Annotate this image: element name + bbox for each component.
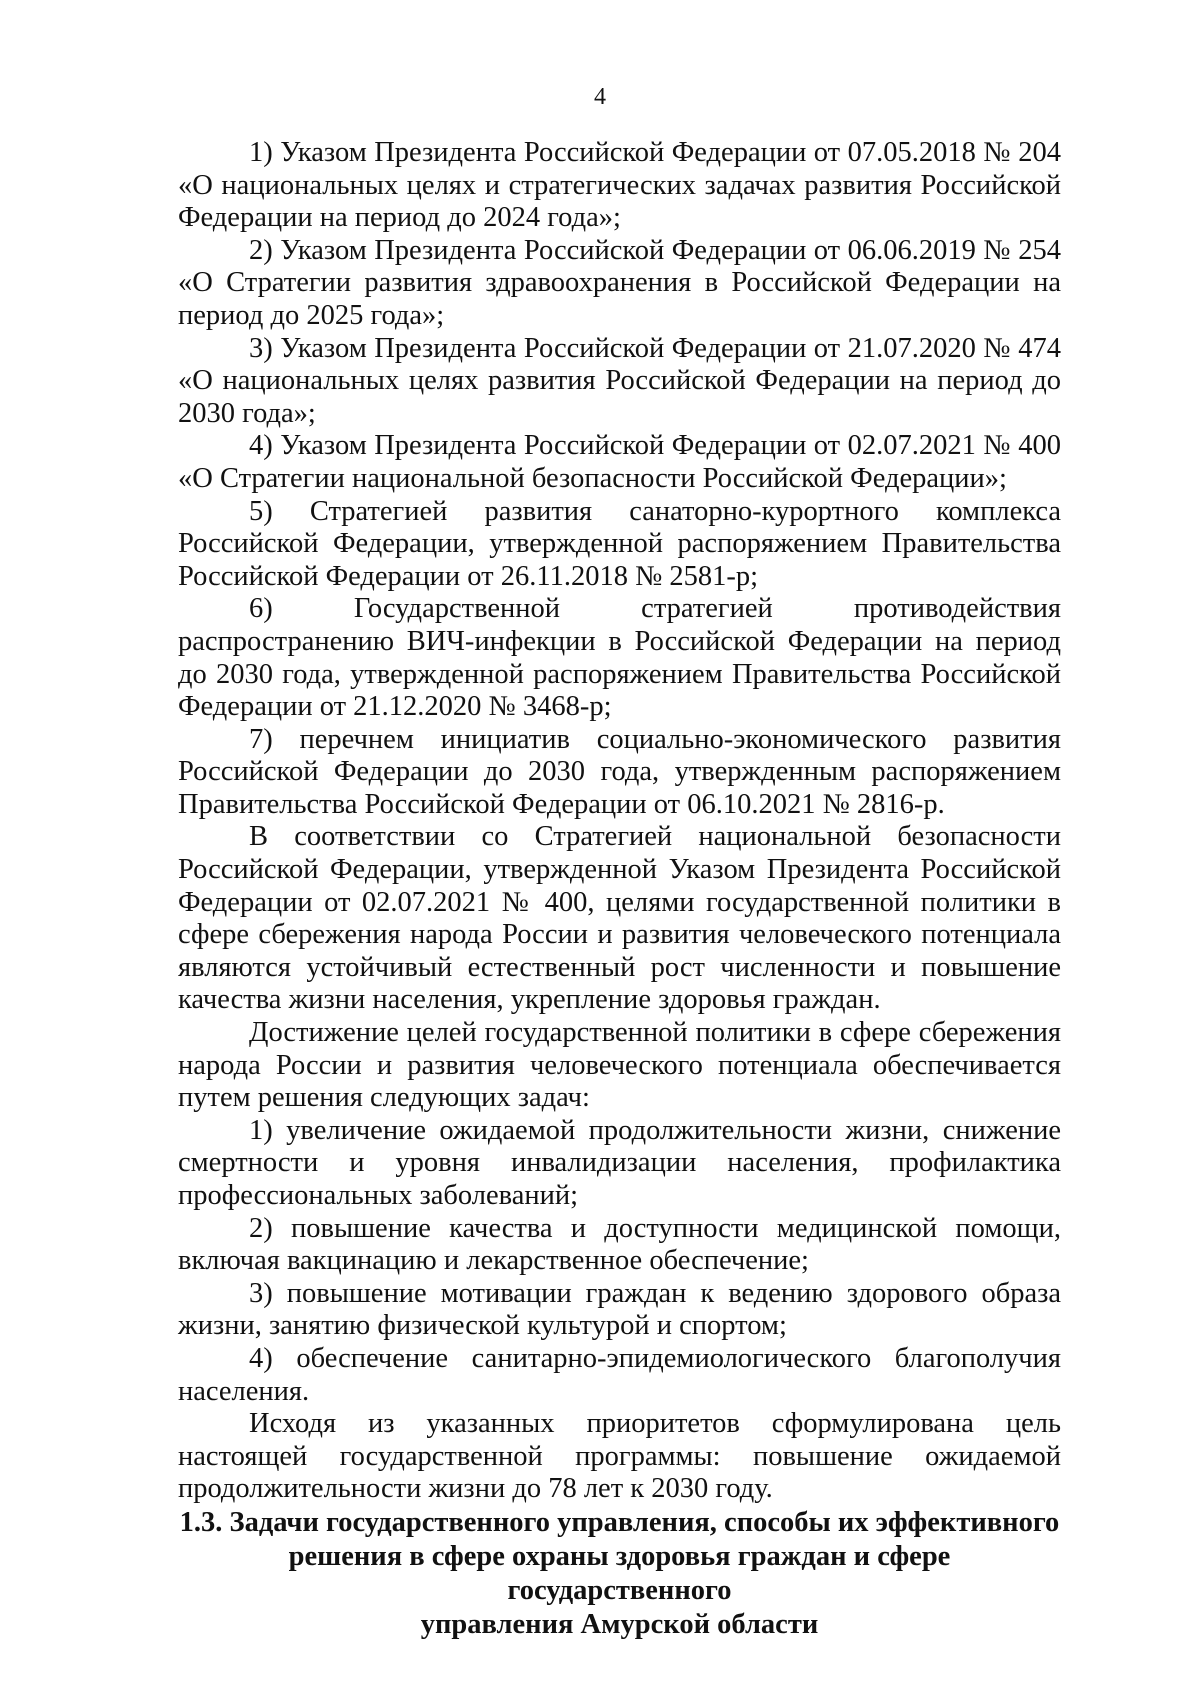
page-number: 4 (594, 84, 606, 110)
task-item-medical-care: 2) повышение качества и доступности медицинской помощи, включая вакцинацию и лекарственное обеспечение; (178, 1212, 1061, 1277)
list-item-decree-254: 2) Указом Президента Российской Федерации от 06.06.2019 № 254 «О Стратегии развития здравоохранения в Российской Федерации на период до 2025 года»; (178, 234, 1061, 331)
list-item-hiv-strategy: 6) Государственной стратегией противодействия распространению ВИЧ-инфекции в Российской Федерации на период до 2030 года, утвержденной распоряжением Правительства Российской Федерации от 21.12.2020 № 3468-р; (178, 593, 1061, 723)
section-heading-line-3: управления Амурской области (420, 1609, 819, 1640)
task-item-sanitary-welfare: 4) обеспечение санитарно-эпидемиологического благополучия населения. (178, 1342, 1061, 1407)
paragraph-goals-intro: Достижение целей государственной политики в сфере сбережения народа России и развития человеческого потенциала обеспечивается путем решения следующих задач: (178, 1017, 1061, 1114)
list-item-decree-474: 3) Указом Президента Российской Федерации от 21.07.2020 № 474 «О национальных целях развития Российской Федерации на период до 2030 года»; (178, 332, 1061, 429)
task-item-life-expectancy: 1) увеличение ожидаемой продолжительности жизни, снижение смертности и уровня инвалидизации населения, профилактика профессиональных заболеваний; (178, 1114, 1061, 1211)
list-item-initiatives-list: 7) перечнем инициатив социально-экономического развития Российской Федерации до 2030 года, утвержденным распоряжением Правительства Российской Федерации от 06.10.2021 № 2816-р. (178, 723, 1061, 820)
list-item-decree-204: 1) Указом Президента Российской Федерации от 07.05.2018 № 204 «О национальных целях и стратегических задачах развития Российской Федерации на период до 2024 года»; (178, 137, 1061, 234)
paragraph-program-goal: Исходя из указанных приоритетов сформулирована цель настоящей государственной программы: повышение ожидаемой продолжительности жизни до 78 лет к 2030 году. (178, 1408, 1061, 1505)
body-text (178, 137, 1061, 1506)
list-item-sanatorium-strategy: 5) Стратегией развития санаторно-курортного комплекса Российской Федерации, утвержденной распоряжением Правительства Российской Федерации от 26.11.2018 № 2581-р; (178, 495, 1061, 592)
paragraph-national-security: В соответствии со Стратегией национальной безопасности Российской Федерации, утвержденной Указом Президента Российской Федерации от 02.07.2021 № 400, целями государственной политики в сфере сбережения народа России и развития человеческого потенциала являются устойчивый естественный рост численности и повышение качества жизни населения, укрепление здоровья граждан. (178, 821, 1061, 1016)
section-heading (178, 1506, 1061, 1642)
section-heading-line-2: решения в сфере охраны здоровья граждан и сфере государственного (288, 1541, 951, 1606)
section-heading-line-1: 1.3. Задачи государственного управления, способы их эффективного (179, 1507, 1060, 1538)
task-item-healthy-lifestyle: 3) повышение мотивации граждан к ведению здорового образа жизни, занятию физической культурой и спортом; (178, 1277, 1061, 1342)
list-item-decree-400: 4) Указом Президента Российской Федерации от 02.07.2021 № 400 «О Стратегии национальной безопасности Российской Федерации»; (178, 430, 1061, 494)
